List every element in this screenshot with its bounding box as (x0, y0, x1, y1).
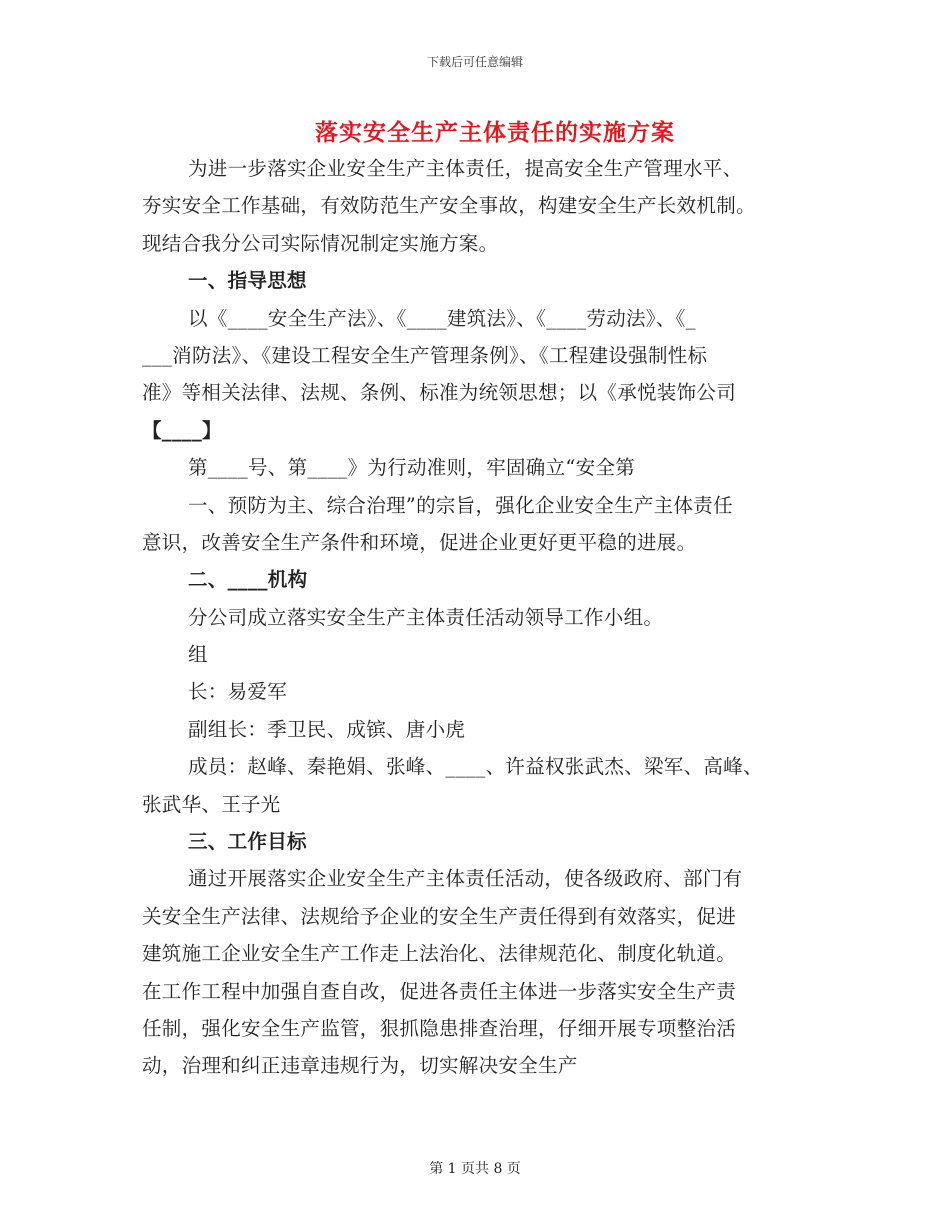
paragraph-line: 分公司成立落实安全生产主体责任活动领导工作小组。 (188, 605, 664, 629)
section-heading: 一、指导思想 (188, 269, 307, 293)
paragraph-line: 夯实安全工作基础，有效防范生产安全事故，构建安全生产长效机制。 (142, 194, 756, 218)
paragraph-line: 成员：赵峰、秦艳娟、张峰、____、许益权张武杰、梁军、高峰、 (188, 755, 763, 779)
header-note: 下载后可任意编辑 (426, 55, 523, 69)
paragraph-line: 组 (188, 643, 208, 667)
paragraph-line: 一、预防为主、综合治理”的宗旨，强化企业安全生产主体责任 (188, 493, 733, 517)
paragraph-line: 现结合我分公司实际情况制定实施方案。 (142, 231, 499, 255)
paragraph-line: 关安全生产法律、法规给予企业的安全生产责任得到有效落实，促进 (142, 904, 737, 928)
paragraph-line: 准》等相关法律、法规、条例、标准为统领思想；以《承悦装饰公司 (142, 381, 737, 405)
paragraph-line: 动，治理和纠正违章违规行为，切实解决安全生产 (142, 1054, 578, 1078)
section-heading: 二、____机构 (188, 568, 308, 592)
paragraph-line: 为进一步落实企业安全生产主体责任，提高安全生产管理水平、 (188, 157, 743, 180)
section-heading: 【____】 (142, 418, 222, 442)
paragraph-line: 通过开展落实企业安全生产主体责任活动，使各级政府、部门有 (188, 867, 743, 891)
document-body (142, 150, 812, 1085)
document-title: 落实安全生产主体责任的实施方案 (315, 119, 675, 146)
page-number: 第 1 页共 8 页 (429, 1161, 521, 1177)
paragraph-line: 副组长：季卫民、成镔、唐小虎 (188, 717, 466, 741)
section-heading: 三、工作目标 (188, 830, 307, 854)
paragraph-line: 张武华、王子光 (142, 792, 281, 816)
paragraph-line: ___消防法》、《建设工程安全生产管理条例》、《工程建设强制性标 (142, 343, 708, 367)
paragraph-line: 意识，改善安全生产条件和环境，促进企业更好更平稳的进展。 (142, 530, 697, 554)
paragraph-line: 以《____安全生产法》、《____建筑法》、《____劳动法》、《_ (188, 306, 696, 330)
paragraph-line: 任制，强化安全生产监管，狠抓隐患排查治理，仔细开展专项整治活 (142, 1016, 737, 1040)
paragraph-line: 长：易爱军 (188, 680, 288, 704)
paragraph-line: 第____号、第____》为行动准则，牢固确立“安全第 (188, 456, 636, 480)
paragraph-line: 建筑施工企业安全生产工作走上法治化、法律规范化、制度化轨道。 (142, 942, 737, 966)
paragraph-line: 在工作工程中加强自查自改，促进各责任主体进一步落实安全生产责 (142, 979, 737, 1003)
